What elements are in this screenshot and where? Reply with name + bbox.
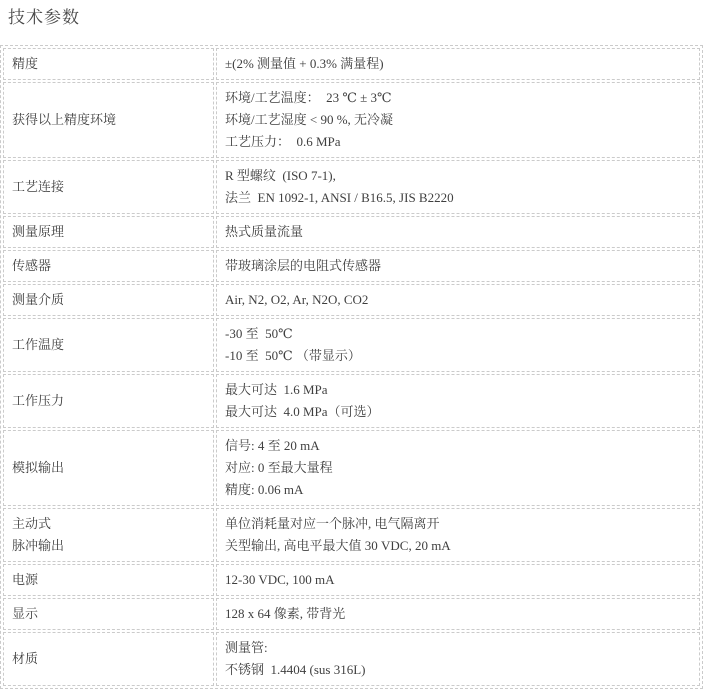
- table-row: [3, 318, 700, 372]
- table-row: [3, 632, 700, 686]
- param-label-line: 精度: [12, 56, 39, 71]
- param-value-line: 不锈钢 1.4404 (sus 316L): [225, 662, 366, 677]
- param-label: [3, 598, 214, 630]
- param-value: [216, 598, 700, 630]
- param-label-line: 工作温度: [12, 337, 65, 352]
- param-value-line: 精度: 0.06 mA: [225, 482, 304, 497]
- param-value-line: R 型螺纹 (ISO 7-1),: [225, 168, 336, 183]
- param-label-line: 主动式: [12, 516, 52, 531]
- table-row: [3, 216, 700, 248]
- param-label: [3, 430, 214, 506]
- param-label-line: 电源: [12, 572, 39, 587]
- page: [0, 8, 704, 675]
- spec-table: [0, 45, 703, 689]
- param-value-line: 对应: 0 至最大量程: [225, 460, 333, 475]
- param-value-line: Air, N2, O2, Ar, N2O, CO2: [225, 292, 369, 307]
- table-row: [3, 250, 700, 282]
- param-label: [3, 250, 214, 282]
- param-value-line: -10 至 50℃ （带显示）: [225, 348, 361, 363]
- param-value-line: 环境/工艺温度： 23 ℃ ± 3℃: [225, 90, 392, 105]
- param-label: [3, 508, 214, 562]
- param-value-line: -30 至 50℃: [225, 326, 293, 341]
- param-value-line: 最大可达 4.0 MPa（可选）: [225, 404, 380, 419]
- page-title: 技术参数: [8, 8, 80, 27]
- param-label-line: 工艺连接: [12, 179, 65, 194]
- param-value-line: 法兰 EN 1092-1, ANSI / B16.5, JIS B2220: [225, 190, 454, 205]
- param-label-line: 工作压力: [12, 393, 65, 408]
- param-label-line: 脉冲输出: [12, 538, 65, 553]
- param-value-line: 单位消耗量对应一个脉冲, 电气隔离开: [225, 516, 440, 531]
- param-value: [216, 216, 700, 248]
- param-value-line: 最大可达 1.6 MPa: [225, 382, 328, 397]
- table-row: [3, 284, 700, 316]
- param-label: [3, 48, 214, 80]
- table-row: [3, 430, 700, 506]
- param-value: [216, 160, 700, 214]
- param-value-line: 热式质量流量: [225, 224, 304, 239]
- param-label: [3, 284, 214, 316]
- table-row: [3, 508, 700, 562]
- param-label-line: 模拟输出: [12, 460, 65, 475]
- param-label-line: 传感器: [12, 258, 52, 273]
- param-label: [3, 374, 214, 428]
- param-value: [216, 250, 700, 282]
- param-value: [216, 48, 700, 80]
- param-label: [3, 318, 214, 372]
- table-row: [3, 48, 700, 80]
- param-label: [3, 564, 214, 596]
- param-value-line: 环境/工艺湿度 < 90 %, 无冷凝: [225, 112, 394, 127]
- param-value-line: 测量管:: [225, 640, 268, 655]
- param-label: [3, 632, 214, 686]
- param-label-line: 材质: [12, 651, 39, 666]
- param-value: [216, 284, 700, 316]
- table-row: [3, 374, 700, 428]
- param-value-line: 关型输出, 高电平最大值 30 VDC, 20 mA: [225, 538, 451, 553]
- spec-table-body: [3, 48, 700, 686]
- param-value-line: 12-30 VDC, 100 mA: [225, 572, 335, 587]
- param-value-line: 信号: 4 至 20 mA: [225, 438, 320, 453]
- param-value: [216, 564, 700, 596]
- param-value: [216, 318, 700, 372]
- param-value-line: ±(2% 测量值 + 0.3% 满量程): [225, 56, 384, 71]
- param-label-line: 测量原理: [12, 224, 65, 239]
- param-label: [3, 160, 214, 214]
- param-value-line: 带玻璃涂层的电阻式传感器: [225, 258, 382, 273]
- param-value: [216, 632, 700, 686]
- table-row: [3, 160, 700, 214]
- table-row: [3, 564, 700, 596]
- param-label-line: 测量介质: [12, 292, 65, 307]
- param-value-line: 128 x 64 像素, 带背光: [225, 606, 346, 621]
- param-value: [216, 82, 700, 158]
- param-label: [3, 216, 214, 248]
- param-label-line: 显示: [12, 606, 39, 621]
- param-value: [216, 374, 700, 428]
- table-row: [3, 598, 700, 630]
- param-label: [3, 82, 214, 158]
- param-value-line: 工艺压力： 0.6 MPa: [225, 134, 341, 149]
- param-label-line: 获得以上精度环境: [12, 112, 117, 127]
- table-row: [3, 82, 700, 158]
- param-value: [216, 430, 700, 506]
- param-value: [216, 508, 700, 562]
